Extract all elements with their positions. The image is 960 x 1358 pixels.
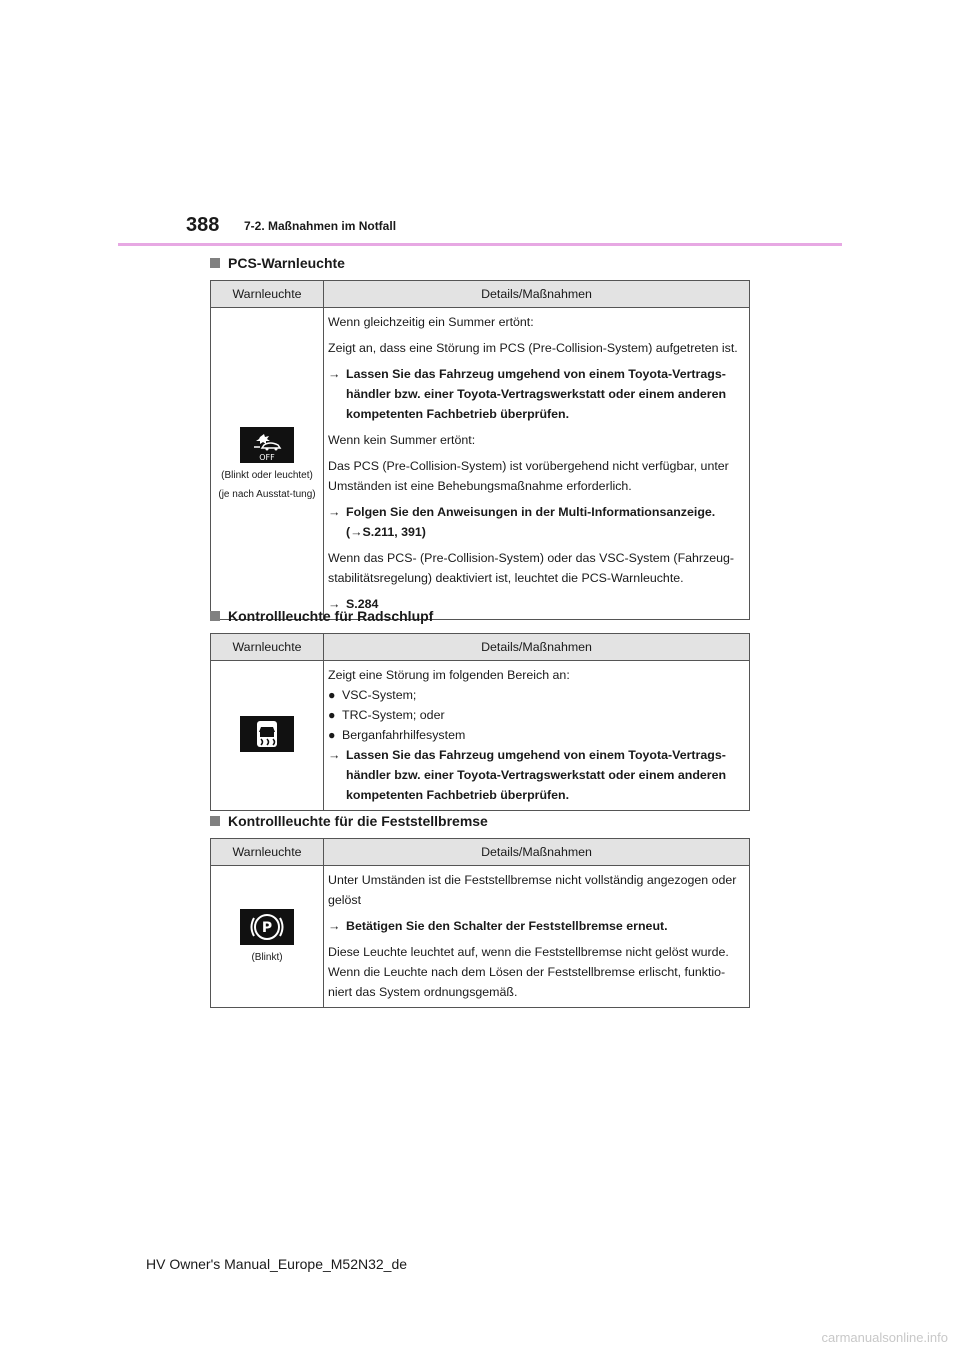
chapter-title: 7-2. Maßnahmen im Notfall — [244, 219, 397, 233]
detail-line: Unter Umständen ist die Feststellbremse nicht vollständig angezogen oder gelöst — [328, 873, 737, 907]
action-text: Folgen Sie den Anweisungen in der Multi-Informationsanzeige. (→S.211, 391) — [346, 505, 716, 539]
table-row — [211, 661, 750, 811]
page-number: 388 — [186, 214, 220, 236]
arrow-icon: → — [328, 367, 341, 381]
details-cell — [324, 308, 750, 620]
svg-text:P: P — [261, 920, 273, 936]
bullet-text: Berganfahrhilfesystem — [342, 728, 466, 742]
action-item — [328, 745, 745, 805]
table-header-row — [211, 281, 750, 308]
radschlupf-table — [210, 633, 750, 811]
column-header-warnleuchte: Warnleuchte — [211, 839, 324, 866]
detail-line: Das PCS (Pre-Collision-System) ist vorübergehend nicht verfügbar, unter Umständen ist eine Behebungsmaßnahme erforderlich. — [328, 459, 729, 493]
action-text: Betätigen Sie den Schalter der Feststellbremse erneut. — [346, 919, 668, 933]
action-text: Lassen Sie das Fahrzeug umgehend von einem Toyota-Vertrags-händler bzw. einer Toyota-Vertragswerkstatt oder einem anderen kompetenten Fachbetrieb überprüfen. — [346, 748, 727, 802]
icon-cell — [211, 661, 324, 811]
svg-text:OFF: OFF — [259, 452, 275, 462]
detail-line: Diese Leuchte leuchtet auf, wenn die Feststellbremse nicht gelöst wurde. Wenn die Leuchte nach dem Lösen der Feststellbremse erlischt, funktio-niert das System ordnungsgemäß. — [328, 945, 729, 999]
arrow-icon: → — [328, 597, 341, 611]
bullet-item — [328, 725, 745, 745]
slip-indicator-icon — [240, 716, 294, 752]
parking-brake-icon — [240, 909, 294, 945]
detail-line: Zeigt eine Störung im folgenden Bereich an: — [328, 668, 570, 682]
detail-line: Wenn das PCS- (Pre-Collision-System) oder das VSC-System (Fahrzeug-stabilitätsregelung) deaktiviert ist, leuchtet die PCS-Warnleuchte. — [328, 551, 735, 585]
pcs-table — [210, 280, 750, 620]
section-title-text: Kontrollleuchte für Radschlupf — [228, 608, 434, 624]
icon-note-blinkt: (Blinkt) — [251, 952, 283, 963]
feststellbremse-table — [210, 838, 750, 1008]
table-header-row — [211, 634, 750, 661]
bullet-text: VSC-System; — [342, 688, 417, 702]
arrow-icon: → — [328, 748, 341, 762]
square-bullet-icon — [210, 611, 220, 621]
icon-cell — [211, 866, 324, 1008]
header-rule — [118, 243, 842, 246]
bullet-dot-icon: ● — [328, 728, 336, 742]
section-title-feststellbremse — [210, 813, 488, 829]
table-row — [211, 308, 750, 620]
column-header-warnleuchte: Warnleuchte — [211, 634, 324, 661]
square-bullet-icon — [210, 258, 220, 268]
bullet-text: TRC-System; oder — [342, 708, 445, 722]
column-header-details: Details/Maßnahmen — [324, 634, 750, 661]
detail-line: Zeigt an, dass eine Störung im PCS (Pre-Collision-System) aufgetreten ist. — [328, 341, 738, 355]
bullet-item — [328, 705, 745, 725]
action-text: Lassen Sie das Fahrzeug umgehend von einem Toyota-Vertrags-händler bzw. einer Toyota-Vertragswerkstatt oder einem anderen kompetenten Fachbetrieb überprüfen. — [346, 367, 727, 421]
watermark[interactable]: carmanualsonline.info — [821, 1330, 948, 1345]
column-header-warnleuchte: Warnleuchte — [211, 281, 324, 308]
icon-note-blinkt: (Blinkt oder leuchtet) — [221, 469, 313, 481]
bullet-item — [328, 685, 745, 705]
section-title-pcs — [210, 255, 345, 271]
detail-line: Wenn kein Summer ertönt: — [328, 433, 476, 447]
pcs-off-icon — [240, 427, 294, 463]
action-item — [328, 502, 745, 542]
icon-note-ausstattung: (je nach Ausstat-tung) — [218, 488, 316, 500]
section-title-radschlupf — [210, 608, 433, 624]
section-title-text: PCS-Warnleuchte — [228, 255, 345, 271]
section-title-text: Kontrollleuchte für die Feststellbremse — [228, 813, 488, 829]
footer-manual-id: HV Owner's Manual_Europe_M52N32_de — [146, 1256, 408, 1272]
action-item — [328, 364, 745, 424]
page-reference-link[interactable]: S.284 — [346, 597, 379, 611]
table-row — [211, 866, 750, 1008]
details-cell — [324, 661, 750, 811]
square-bullet-icon — [210, 816, 220, 826]
icon-cell — [211, 308, 324, 620]
bullet-dot-icon: ● — [328, 708, 336, 722]
arrow-icon: → — [328, 919, 341, 933]
bullet-dot-icon: ● — [328, 688, 336, 702]
details-cell — [324, 866, 750, 1008]
column-header-details: Details/Maßnahmen — [324, 839, 750, 866]
column-header-details: Details/Maßnahmen — [324, 281, 750, 308]
action-item — [328, 916, 745, 936]
table-header-row — [211, 839, 750, 866]
arrow-icon: → — [328, 505, 341, 519]
detail-line: Wenn gleichzeitig ein Summer ertönt: — [328, 315, 534, 329]
